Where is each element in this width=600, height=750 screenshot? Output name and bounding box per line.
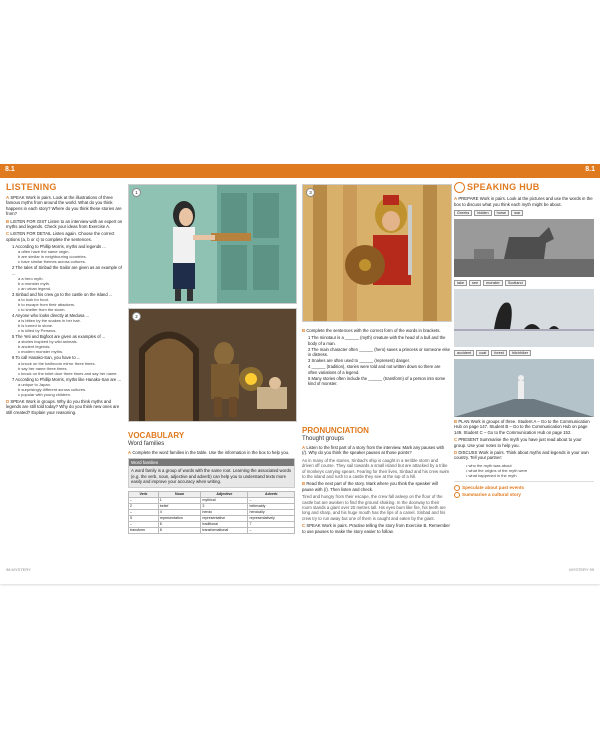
hub-a-label: A (454, 196, 458, 202)
photo-forest-road (454, 359, 594, 417)
pronunciation-c-text: SPEAK Work in pairs. Practise telling the story from Exercise B. Remember to use pauses to make the story easier to follow. (302, 523, 450, 534)
table-cell: representative (201, 515, 248, 521)
table-cell: 6 (158, 521, 201, 527)
table-cell: 1 (158, 497, 201, 503)
question-4-option-2: b is turned to stone. (18, 323, 54, 329)
question-2-option-2: b a monster myth. (18, 280, 51, 286)
word-tag: lake (454, 280, 467, 286)
question-3-option-1: a to look for food. (18, 297, 49, 303)
question-3-option-3: c to shelter from the storm. (18, 307, 66, 313)
question-4-option-3: c is killed by Perseus. (18, 328, 57, 334)
table-cell: representation (158, 515, 201, 521)
table-cell: – (248, 497, 295, 503)
question-1-option-2: b are similar in neighbouring countries. (18, 254, 87, 260)
complete-section (302, 326, 450, 421)
hub-bullet: • what the origins of the myth were (466, 467, 528, 473)
right-page (302, 178, 600, 574)
question-7-option-3: c popular with young children. (18, 391, 71, 397)
listening-b-text: LISTEN FOR GIST Listen to an interview with an expert on myths and legends. Check your ideas from Exercise A. (6, 218, 123, 230)
table-cell: believably (248, 503, 295, 509)
complete-item-1: 1 The minotaur is a ______ (myth) creature with the head of a bull and the body of a man. (308, 335, 446, 346)
objective-text: Speculate about past events (462, 485, 525, 490)
pronunciation-section (302, 423, 450, 573)
photo-loch-ness (454, 289, 594, 347)
loch-ness-picture (454, 289, 594, 347)
listening-questions (6, 244, 124, 397)
table-cell: transformational (201, 527, 248, 533)
question-6-option-1: a knock on the bathroom mirror three times. (18, 360, 96, 366)
complete-item-5: 5 Many stories often include the ______ (transform) of a person into some kind of monster. (308, 375, 446, 387)
question-3-option-2: b to escape from their attackers. (18, 302, 76, 308)
question-7: 7 According to Phillip Morris, myths like Hanako-San are ... (12, 376, 121, 382)
table-header-2: Noun (158, 491, 201, 497)
story-part-2: Tired and hungry from their escape, the crew fall asleep on the floor of the castle but are awoken to find the ground shaking. In the doorway to their room stands a giant over 20 metres tall. His eyes burn like fire, his teeth are long and sharp, and his huge mouth has the lips of a camel. Sinbad and his crew try to run away but one of them is caught and eaten by the giant. (302, 494, 446, 521)
question-1-option-1: a often have the same origin. (18, 249, 70, 255)
lesson-objective (454, 492, 594, 498)
question-1: 1 According to Phillip Morris, myths and legends ... (12, 244, 106, 250)
word-tag: Scotland (505, 280, 526, 286)
table-cell: mythical (201, 497, 248, 503)
illustration-number-3: 3 (306, 188, 315, 197)
complete-items (302, 335, 450, 386)
girl-door-picture (129, 185, 296, 303)
pronunciation-title: PRONUNCIATION (302, 426, 369, 435)
listening-c-text: LISTEN FOR DETAIL Listen again. Choose the correct options (a, b or c) to complete the sentences. (6, 231, 115, 242)
unit-label-left: 8.1 (5, 166, 15, 173)
word-families-box-text: A word family is a group of words with the same root. Learning the associated words (e.g. the verb, noun, adjective and adverb) can help you to understand texts more easily and improve your accuracy when writing. (131, 468, 292, 485)
illustration-girl-at-door (128, 184, 297, 304)
table-cell: 3 (201, 503, 248, 509)
listening-title: LISTENING (6, 182, 57, 192)
complete-b-label: B (302, 328, 306, 333)
word-families-box-title: Word families (129, 459, 294, 466)
word-tag: Greeks (454, 210, 472, 216)
hub-bullet: • who the myth was about (466, 462, 512, 468)
table-cell: 7 (248, 521, 295, 527)
complete-item-4: 4 ______ (tradition), stories were told and not written down so there are often variations of a legend. (308, 364, 441, 375)
table-cell: representatively (248, 515, 295, 521)
question-4-option-1: a is bitten by the snakes in her hair. (18, 318, 81, 324)
word-box-1 (454, 210, 594, 216)
listening-d-label: D (6, 398, 10, 404)
word-tag: see (469, 280, 481, 286)
vocabulary-a-text: Complete the word families in the table. Use the information in the box to help you. (132, 450, 290, 455)
complete-item-2: 2 The main character often ______ (hero) saves a princess or someone else in distress. (308, 346, 450, 358)
word-box-2 (454, 280, 594, 286)
question-6-option-2: b say her name three times. (18, 365, 68, 371)
table-cell: traditional (201, 521, 248, 527)
listening-c-label: C (6, 231, 10, 237)
question-5: 5 The Yeti and Bigfoot are given as examples of ... (12, 334, 106, 340)
complete-item-3: 3 Snakes are often used to ______ (represent) danger. (308, 358, 410, 364)
table-cell: heroically (248, 509, 295, 515)
table-cell: 4 (158, 509, 201, 515)
question-2-option-3: c an urban legend. (18, 285, 52, 291)
unit-header-bar (0, 164, 600, 178)
hub-a-text: PREPARE Work in pairs. Look at the pictures and use the words in the box to discuss what you think each myth might be about. (454, 196, 593, 207)
word-tag: coat (476, 350, 489, 356)
table-cell: – (129, 521, 159, 527)
story-part-1: As in many of the stories, Sinbad's ship is caught in a terrible storm and driven off course. They sail towards a small island but are attacked by a tribe of monkeys carrying spears. Fearing for their lives, Sinbad and his crew swim to the island and rush to a castle they see at the top of a hill. (302, 457, 450, 480)
word-tag: hitchhiker (509, 350, 531, 356)
table-header-1: Verb (129, 491, 159, 497)
question-5-option-3: c modern monster myths. (18, 349, 64, 355)
complete-b-text: Complete the sentences with the correct form of the words in brackets. (306, 328, 441, 333)
illustration-number-2: 2 (132, 312, 141, 321)
question-5-option-2: b ancient legends. (18, 344, 51, 350)
word-tag: horse (494, 210, 510, 216)
speaking-hub-icon (454, 182, 465, 193)
table-cell: – (248, 527, 295, 533)
table-cell: – (129, 497, 159, 503)
hub-d-text: DISCUSS Work in pairs. Think about myths and legends in your own country. Tell your partner: (454, 449, 589, 461)
illustration-number-1: 1 (132, 188, 141, 197)
vocabulary-a-label: A (128, 450, 132, 455)
question-6: 6 To call Hanako-San, you have to ... (12, 355, 81, 361)
word-box-3 (454, 350, 594, 356)
monster-cave-picture (129, 309, 296, 421)
textbook-spread (0, 164, 600, 584)
question-2: 2 The tales of Sinbad the Sailor are given as an example of ... (12, 265, 122, 276)
question-6-option-3: c knock on the toilet door three times and say her name. (18, 370, 118, 376)
question-3: 3 Sinbad and his crew go to the castle on the island ... (12, 291, 113, 297)
objective-text: Summarise a cultural story (462, 492, 521, 497)
word-tag: war (511, 210, 523, 216)
table-cell: 8 (158, 527, 201, 533)
hub-bullets (454, 463, 594, 478)
hub-c-text: PRESENT Summarise the myth you have just read about to your group. Use your notes to help you. (454, 437, 582, 448)
pronunciation-a-label: A (302, 445, 306, 450)
pronunciation-b-label: B (302, 481, 306, 487)
question-5-option-1: a stories inspired by wild animals. (18, 339, 78, 345)
illustration-monster-cave (128, 308, 297, 422)
pronunciation-b-text: Read the next part of the story. Mark where you think the speaker will pause with (/). Then listen and check. (302, 481, 438, 492)
table-cell: heroic (201, 509, 248, 515)
left-page (0, 178, 298, 574)
question-2-option-1: a a hero myth. (18, 275, 44, 281)
word-families-box (128, 458, 295, 487)
table-header-4: Adverb (248, 491, 295, 497)
vocabulary-subtitle: Word families (128, 441, 165, 447)
pronunciation-subtitle: Thought groups (302, 436, 345, 442)
question-7-option-2: b surprisingly different across cultures. (18, 386, 87, 392)
vocabulary-section (128, 428, 295, 568)
vocabulary-title: VOCABULARY (128, 431, 185, 440)
hub-b-label: B (454, 418, 458, 424)
word-tag: forest (491, 350, 507, 356)
lesson-objective (454, 485, 594, 491)
table-row (129, 527, 295, 533)
page-footer-left: 98 MYSTERY (6, 567, 31, 572)
page-footer-right: MYSTERY 99 (569, 567, 594, 572)
speaking-hub-title-text: SPEAKING HUB (467, 182, 540, 192)
speaking-hub-title (454, 182, 594, 193)
speaking-hub-section (454, 178, 594, 574)
photo-trojan-horse (454, 219, 594, 277)
question-4: 4 Anyone who looks directly at Medusa ... (12, 313, 90, 319)
question-7-option-1: a unique to Japan. (18, 381, 51, 387)
table-cell: – (129, 509, 159, 515)
word-tag: hidden (474, 210, 491, 216)
unit-label-right: 8.1 (585, 166, 595, 173)
warrior-picture (303, 185, 451, 321)
question-1-option-3: c have similar themes across cultures. (18, 259, 86, 265)
lesson-objectives (454, 481, 594, 498)
listening-d-text: SPEAK Work in groups. Why do you think myths and legends are still told today? Why do you think new ones are still created? Explain your reasoning. (6, 398, 120, 415)
table-cell: 2 (129, 503, 159, 509)
word-tag: accident (454, 350, 474, 356)
pronunciation-a-text: Listen to the first part of a story from the interview. Mark any pauses with (/). Why do you think the speaker pauses at those points? (302, 445, 445, 456)
listening-a-label: A (6, 195, 10, 200)
table-cell: 5 (129, 515, 159, 521)
forest-road-picture (454, 359, 594, 417)
hub-c-label: C (454, 437, 458, 443)
hub-d-label: D (454, 449, 458, 455)
objective-circle-icon (454, 485, 460, 491)
objective-circle-icon (454, 492, 460, 498)
listening-section (6, 178, 124, 574)
word-families-table (128, 491, 295, 534)
pronunciation-c-label: C (302, 523, 306, 529)
illustration-warrior (302, 184, 452, 322)
listening-b-label: B (6, 218, 10, 224)
listening-a-text: SPEAK Work in pairs. Look at the illustrations of three famous myths from around the world. What do you think happens in each story? Where do you think these stories are from? (6, 195, 122, 217)
table-cell: belief (158, 503, 201, 509)
trojan-horse-picture (454, 219, 594, 277)
table-header-3: Adjective (201, 491, 248, 497)
hub-b-text: PLAN Work in groups of three. Student A – Go to the Communication Hub on page 147. Student B – Go to the Communication Hub on page 149. Student C – Go to the Communication Hub on page 152. (454, 418, 590, 435)
hub-bullet: • what happened in the myth (466, 472, 517, 478)
word-tag: monster (483, 280, 503, 286)
table-cell: transform (129, 527, 159, 533)
